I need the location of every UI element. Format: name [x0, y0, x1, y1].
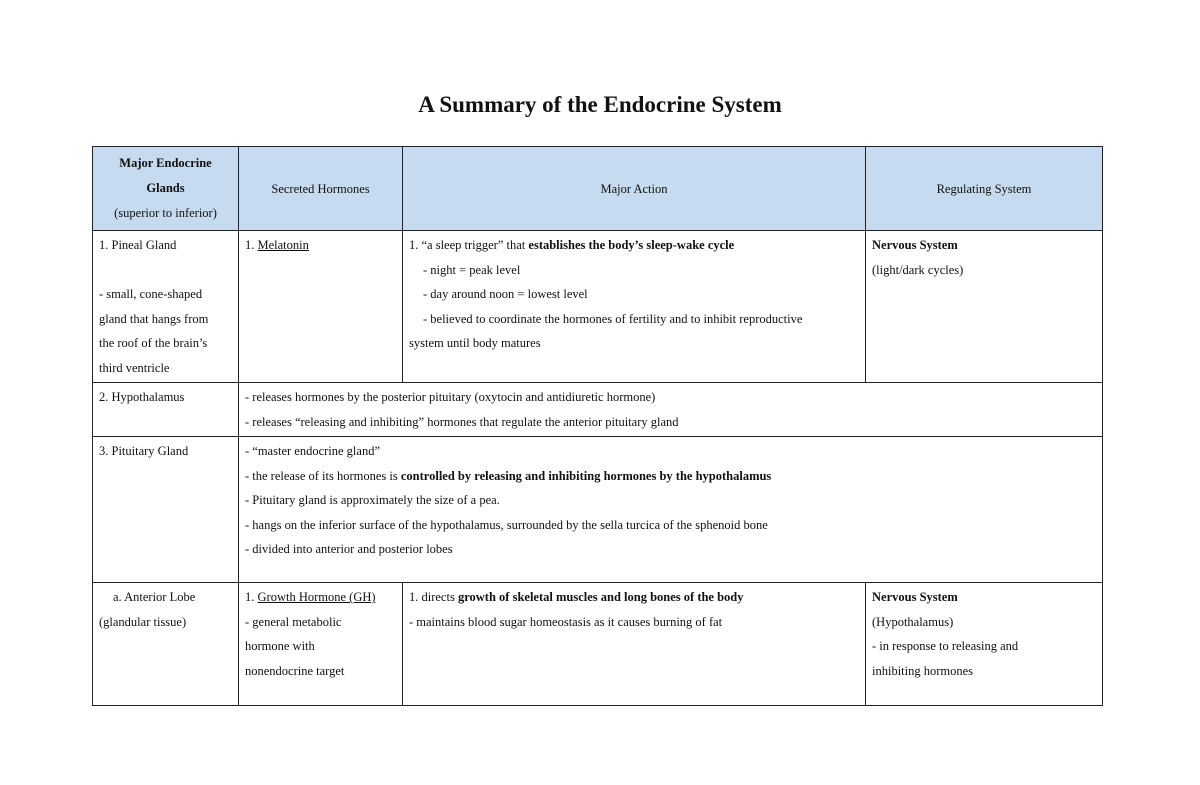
pineal-gland-cell: [93, 231, 239, 383]
pituitary-line-4: - hangs on the inferior surface of the hypothalamus, surrounded by the sella turcica of the sphenoid bone: [245, 517, 768, 532]
pineal-action-item: - night = peak level: [423, 262, 521, 277]
page-title: A Summary of the Endocrine System: [418, 92, 782, 117]
anterior-gland-desc: (glandular tissue): [99, 614, 187, 629]
hypothalamus-gland-cell: 2. Hypothalamus: [93, 383, 239, 437]
anterior-hormone-desc-3: nonendocrine target: [245, 663, 345, 678]
anterior-hormone-name: Growth Hormone (GH): [257, 590, 376, 604]
pineal-action-item: - believed to coordinate the hormones of fertility and to inhibit reproductive: [423, 311, 803, 326]
header-glands-line1: Major Endocrine: [119, 156, 212, 170]
pineal-hormone-cell: [239, 231, 403, 383]
pituitary-line-2-prefix: - the release of its hormones is: [245, 468, 401, 483]
anterior-hormone-cell: [239, 583, 403, 706]
table-row-pineal: [93, 231, 1103, 383]
pituitary-line-5: - divided into anterior and posterior lobes: [245, 542, 453, 556]
anterior-gland-name: a. Anterior Lobe: [113, 590, 196, 604]
pineal-gland-name: 1. Pineal Gland: [99, 238, 177, 252]
table-row-hypothalamus: [93, 383, 1103, 437]
pituitary-desc-cell: [239, 437, 1103, 583]
header-glands-line3: (superior to inferior): [114, 206, 217, 220]
anterior-action-cell: [403, 583, 866, 706]
pineal-hormone-name: Melatonin: [257, 238, 309, 252]
pituitary-line-3: - Pituitary gland is approximately the size of a pea.: [245, 493, 500, 507]
header-glands-line2: Glands: [146, 181, 185, 195]
anterior-action-line-2: - maintains blood sugar homeostasis as it causes burning of fat: [409, 614, 723, 629]
header-glands: [93, 147, 239, 231]
pineal-gland-desc-2: gland that hangs from: [99, 311, 209, 326]
header-regulating: Regulating System: [866, 147, 1103, 231]
pineal-gland-desc-1: - small, cone-shaped: [99, 287, 203, 301]
pituitary-line-2-bold: controlled by releasing and inhibiting hormones by the hypothalamus: [400, 468, 772, 483]
hypothalamus-line: - releases “releasing and inhibiting” hormones that regulate the anterior pituitary gland: [245, 414, 679, 429]
hypothalamus-desc-cell: [239, 383, 1103, 437]
anterior-action-prefix: 1. directs: [409, 590, 458, 604]
pineal-gland-desc-4: third ventricle: [99, 360, 170, 375]
header-action: Major Action: [403, 147, 866, 231]
pineal-regulating-cell: [866, 231, 1103, 383]
pineal-action-cell: [403, 231, 866, 383]
table-row-anterior-lobe: [93, 583, 1103, 706]
anterior-regulating-line-4: inhibiting hormones: [872, 663, 974, 678]
pineal-regulating-system: Nervous System: [872, 238, 958, 252]
anterior-hormone-desc-1: - general metabolic: [245, 614, 342, 629]
pineal-action-prefix: 1. “a sleep trigger” that: [409, 238, 529, 252]
anterior-regulating-system: Nervous System: [872, 590, 958, 604]
pituitary-gland-cell: 3. Pituitary Gland: [93, 437, 239, 583]
table-header-row: [93, 147, 1103, 231]
anterior-action-bold: growth of skeletal muscles and long bones of the body: [457, 590, 744, 604]
anterior-regulating-line-3: - in response to releasing and: [872, 639, 1019, 653]
anterior-regulating-line-2: (Hypothalamus): [872, 614, 954, 629]
pineal-action-cont: system until body matures: [409, 336, 541, 350]
pineal-hormone-num: 1.: [245, 238, 258, 252]
anterior-gland-cell: [93, 583, 239, 706]
pineal-regulating-note: (light/dark cycles): [872, 262, 964, 277]
hypothalamus-line: - releases hormones by the posterior pituitary (oxytocin and antidiuretic hormone): [245, 390, 656, 404]
anterior-regulating-cell: [866, 583, 1103, 706]
header-hormones: Secreted Hormones: [239, 147, 403, 231]
anterior-hormone-num: 1.: [245, 590, 258, 604]
endocrine-summary-table: [92, 146, 1103, 706]
pineal-action-item: - day around noon = lowest level: [423, 287, 588, 301]
table-row-pituitary: [93, 437, 1103, 583]
anterior-hormone-desc-2: hormone with: [245, 639, 315, 653]
pineal-gland-desc-3: the roof of the brain’s: [99, 336, 208, 350]
pineal-action-bold: establishes the body’s sleep-wake cycle: [528, 238, 735, 252]
pituitary-line-1: - “master endocrine gland”: [245, 444, 381, 458]
